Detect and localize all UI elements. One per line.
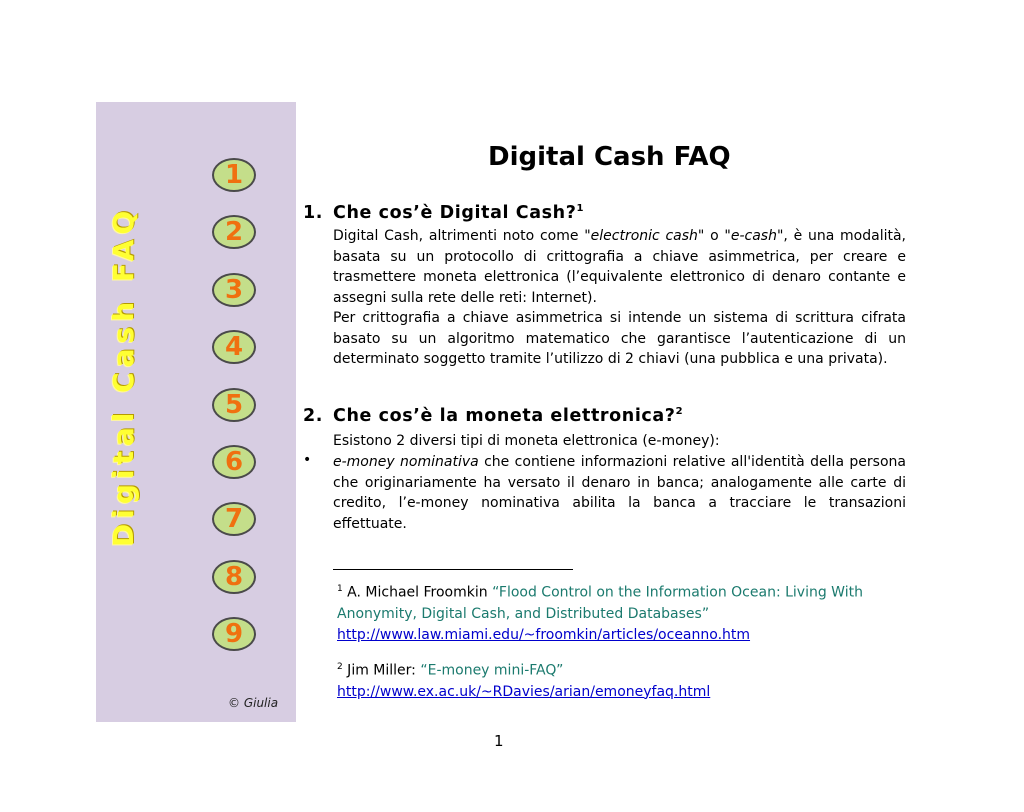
question-2-text: Che cos’è la moneta elettronica?	[333, 406, 676, 426]
nav-item-5[interactable]: 5	[212, 388, 256, 422]
footnote-2-title: “E-money mini-FAQ”	[420, 662, 564, 679]
footnote-ref-2[interactable]: 2	[675, 406, 684, 418]
q2-b1-text: che contiene informazioni relative all'identità della persona che originariamente ha versato il denaro in banca; analogamente alle carte di credito, l’e-money nominativa abilita la banca a tracciare le transazioni effettuate.	[333, 454, 906, 532]
nav-item-6[interactable]: 6	[212, 445, 256, 479]
question-1-heading	[303, 203, 584, 223]
page-title: Digital Cash FAQ	[488, 142, 731, 172]
q1-p1-text-a: Digital Cash, altrimenti noto come "	[333, 228, 591, 244]
q2-b1-em: e-money nominativa	[333, 454, 479, 470]
nav-item-2[interactable]: 2	[212, 215, 256, 249]
page-number: 1	[494, 732, 504, 750]
q1-p1-em-e-cash: e-cash	[730, 228, 777, 244]
q1-p1-text-b: " o "	[697, 228, 731, 244]
footnote-1-link[interactable]: http://www.law.miami.edu/~froomkin/articles/oceanno.htm	[337, 626, 751, 643]
footnote-1-mark: 1	[337, 584, 343, 594]
footnote-1	[337, 579, 897, 646]
question-1-paragraph-2: Per crittografia a chiave asimmetrica si intende un sistema di scrittura cifrata basato su un algoritmo matematico che garantisce l’autenticazione di un determinato soggetto tramite l’utilizzo di 2 chiavi (una pubblica e una privata).	[333, 310, 906, 368]
question-1-text: Che cos’è Digital Cash?	[333, 203, 577, 223]
question-1-paragraph-1	[333, 226, 906, 308]
copyright-text: © Giulia	[228, 696, 279, 710]
question-2-heading	[303, 406, 683, 426]
footnote-ref-1[interactable]: 1	[576, 203, 585, 215]
q1-p1-em-electronic-cash: electronic cash	[590, 228, 698, 244]
nav-item-4[interactable]: 4	[212, 330, 256, 364]
footnote-divider	[333, 569, 573, 570]
nav-item-8[interactable]: 8	[212, 560, 256, 594]
question-1-number: 1.	[303, 203, 324, 223]
q1-p1-text-c: ", è una modalità, basata su un protocollo di crittografia a chiave asimmetrica, per creare e trasmettere moneta elettronica (l’equivalente elettronico di denaro contante e assegni sulla rete delle reti: Internet).	[333, 228, 906, 306]
footnote-1-title: “Flood Control on the Information Ocean: Living With Anonymity, Digital Cash, and Distributed Databases”	[337, 584, 863, 622]
footnote-1-author: A. Michael Froomkin	[342, 584, 493, 601]
nav-item-7[interactable]: 7	[212, 502, 256, 536]
footnote-2-mark: 2	[337, 662, 343, 672]
footnote-2-author: Jim Miller:	[342, 662, 421, 679]
question-2-bullet-1	[333, 452, 906, 534]
footnote-2	[337, 657, 897, 703]
question-2-number: 2.	[303, 406, 324, 426]
footnote-2-link[interactable]: http://www.ex.ac.uk/~RDavies/arian/emoneyfaq.html	[337, 683, 711, 700]
bullet-marker: •	[303, 452, 312, 468]
nav-item-9[interactable]: 9	[212, 617, 256, 651]
nav-item-3[interactable]: 3	[212, 273, 256, 307]
nav-item-1[interactable]: 1	[212, 158, 256, 192]
vertical-title-text: Digital Cash FAQ	[107, 205, 140, 547]
question-2-intro: Esistono 2 diversi tipi di moneta elettronica (e-money):	[333, 433, 720, 449]
